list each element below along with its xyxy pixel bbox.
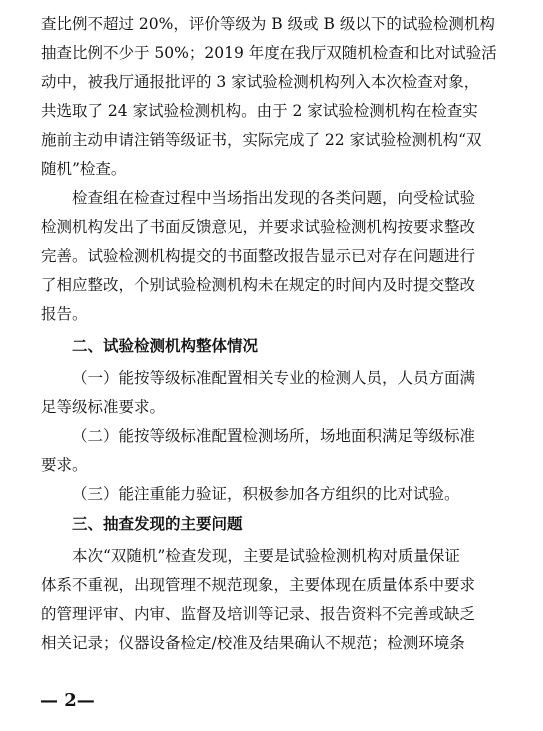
paragraph-line: 要求。 bbox=[41, 456, 88, 474]
paragraph-line: 的管理评审、内审、监督及培训等记录、报告资料不完善或缺乏 bbox=[41, 605, 476, 623]
paragraph-line: 体系不重视，出现管理不规范现象，主要体现在质量体系中要求 bbox=[41, 576, 476, 594]
paragraph-line: 本次“双随机”检查发现，主要是试验检测机构对质量保证 bbox=[72, 547, 460, 565]
paragraph-line: （一）能按等级标准配置相关专业的检测人员，人员方面满 bbox=[72, 369, 476, 387]
page-number: — 2— bbox=[40, 690, 95, 711]
paragraph-line: 检查组在检查过程中当场指出发现的各类问题，向受检试验 bbox=[72, 189, 476, 207]
paragraph-line: （二）能按等级标准配置检测场所，场地面积满足等级标准 bbox=[72, 427, 476, 445]
paragraph-line: 报告。 bbox=[41, 305, 88, 323]
paragraph-line: 相关记录；仪器设备检定/校准及结果确认不规范；检测环境条 bbox=[41, 634, 465, 652]
paragraph-line: 检测机构发出了书面反馈意见，并要求试验检测机构按要求整改 bbox=[41, 218, 476, 236]
section-heading: 二、试验检测机构整体情况 bbox=[72, 337, 259, 355]
paragraph-line: 足等级标准要求。 bbox=[41, 398, 166, 416]
paragraph-line: 施前主动申请注销等级证书，实际完成了 22 家试验检测机构“双 bbox=[41, 131, 482, 149]
paragraph-line: （三）能注重能力验证，积极参加各方组织的比对试验。 bbox=[72, 485, 460, 503]
paragraph-line: 抽查比例不少于 50%；2019 年度在我厅双随机检查和比对试验活 bbox=[41, 44, 497, 62]
paragraph-line: 随机”检查。 bbox=[41, 160, 127, 178]
paragraph-line: 查比例不超过 20%，评价等级为 B 级或 B 级以下的试验检测机构 bbox=[41, 15, 495, 33]
paragraph-line: 共选取了 24 家试验检测机构。由于 2 家试验检测机构在检查实 bbox=[41, 102, 478, 120]
paragraph-line: 动中，被我厅通报批评的 3 家试验检测机构列入本次检查对象， bbox=[41, 73, 480, 91]
paragraph-line: 了相应整改，个别试验检测机构未在规定的时间内及时提交整改 bbox=[41, 276, 476, 294]
section-heading: 三、抽查发现的主要问题 bbox=[72, 515, 243, 533]
paragraph-line: 完善。试验检测机构提交的书面整改报告显示已对存在问题进行 bbox=[41, 247, 476, 265]
